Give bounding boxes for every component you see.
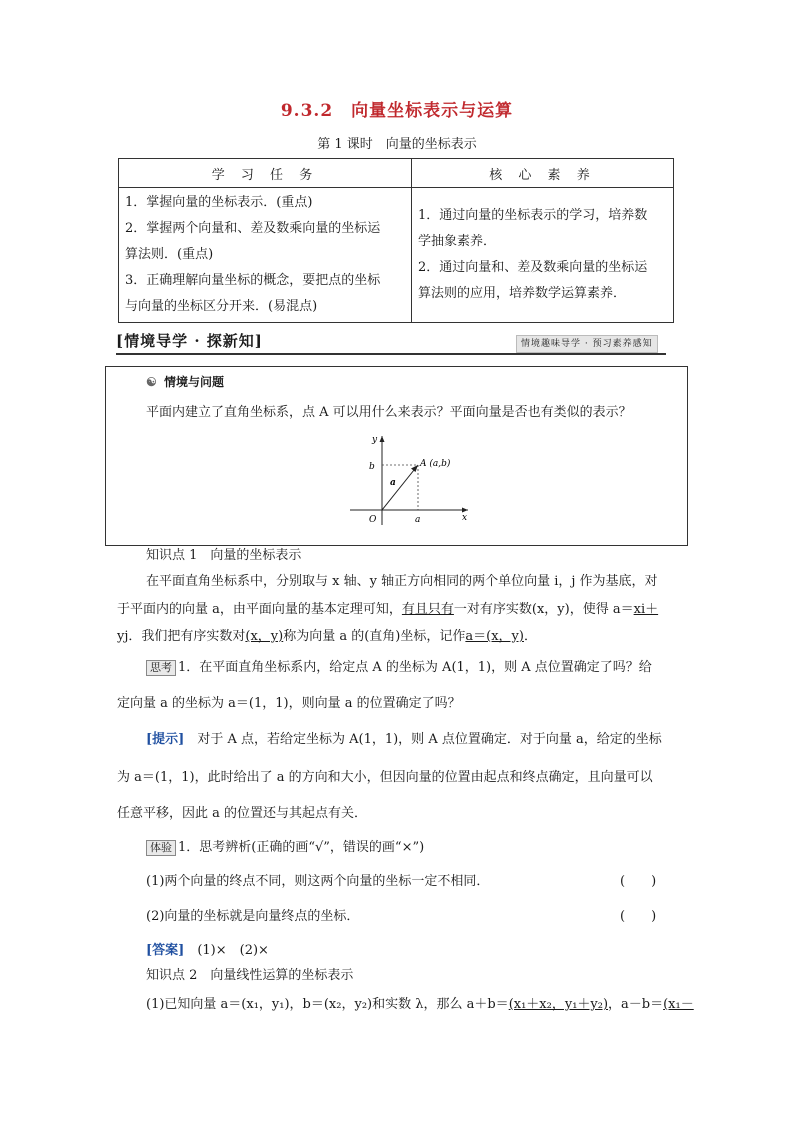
point-label: A (a,b): [420, 459, 451, 469]
answer-tag: [答案]: [146, 943, 185, 958]
think-line1: [146, 656, 652, 680]
scene-question: 平面内建立了直角坐标系，点 A 可以用什么来表示？平面向量是否也有类似的表示？: [146, 405, 632, 420]
underlined-run: (x₁－: [663, 997, 694, 1012]
text-run: (1)× (2)×: [197, 943, 269, 958]
knowledge2-line1: [146, 993, 694, 1017]
experience-item2-blank: ( ): [620, 909, 657, 924]
scene-label-text: 情境与问题: [164, 375, 225, 389]
section-divider: [116, 353, 666, 355]
knowledge1-line1: 在平面直角坐标系中，分别取与 x 轴、y 轴正方向相同的两个单位向量 i，j 作为基底，对: [146, 574, 658, 589]
underlined-run: yj: [117, 629, 129, 644]
text-run: 称为向量 a 的(直角)坐标，记作: [283, 629, 466, 644]
text-run: ，a－b＝: [608, 997, 664, 1012]
lesson-subtitle: 第 1 课时 向量的坐标表示: [317, 137, 477, 152]
knowledge2-title: 知识点 2 向量线性运算的坐标表示: [146, 968, 354, 983]
answer-line: [146, 939, 269, 963]
experience-tag: 体验: [146, 840, 176, 856]
think-line2: 定向量 a 的坐标为 a＝(1，1)，则向量 a 的位置确定了吗？: [117, 696, 461, 711]
col-header-tasks: 学 习 任 务: [119, 159, 412, 188]
text-run: 1．在平面直角坐标系内，给定点 A 的坐标为 A(1，1)，则 A 点位置确定了吗？给: [178, 660, 652, 675]
task-line: 与向量的坐标区分开来．(易混点): [125, 299, 318, 314]
text-run: (1)已知向量 a＝(x₁，y₁)，b＝(x₂，y₂)和实数 λ，那么 a＋b＝: [146, 997, 509, 1012]
hint-line2: 为 a＝(1，1)，此时给出了 a 的方向和大小，但因向量的位置由起点和终点确定，且向量可以: [117, 770, 653, 785]
underlined-run: xi＋: [633, 602, 659, 617]
text-run: 一对有序实数(x，y)，使得 a＝: [453, 602, 634, 617]
hint-tag: [提示]: [146, 732, 185, 747]
text-run: ．我们把有序实数对: [128, 629, 246, 644]
y-axis-label: y: [372, 435, 378, 445]
hint-line3: 任意平移，因此 a 的位置还与其起点有关．: [117, 806, 368, 821]
col-header-literacy: 核 心 素 养: [412, 159, 674, 188]
experience-line1: [146, 836, 424, 860]
section-heading: [情境导学 · 探新知]: [116, 332, 263, 350]
learning-tasks-cell: [119, 188, 412, 323]
origin-label: O: [369, 515, 377, 525]
underlined-run: 有且只有: [401, 602, 454, 617]
task-line: 算法则．(重点): [125, 247, 214, 262]
y-mark-label: b: [369, 462, 375, 472]
task-line: 2．掌握两个向量和、差及数乘向量的坐标运: [125, 221, 381, 236]
vector-a: [382, 465, 418, 510]
core-literacy-cell: [412, 188, 674, 323]
literacy-line: 算法则的应用，培养数学运算素养．: [418, 286, 627, 301]
literacy-line: 1．通过向量的坐标表示的学习，培养数: [418, 208, 648, 223]
hint-line1: [146, 728, 662, 752]
section-tag: 情境趣味导学 · 预习素养感知: [516, 335, 658, 353]
y-axis-arrow: [380, 436, 385, 442]
experience-item2: (2)向量的坐标就是向量终点的坐标．: [146, 909, 360, 924]
x-axis-arrow: [462, 508, 468, 513]
text-run: 1．思考辨析(正确的画“√”，错误的画“×”): [178, 840, 425, 855]
knowledge1-title: 知识点 1 向量的坐标表示: [146, 548, 302, 563]
vector-arrowhead: [411, 465, 418, 472]
literacy-line: 学抽象素养．: [418, 234, 497, 249]
x-mark-label: a: [415, 515, 421, 525]
literacy-line: 2．通过向量和、差及数乘向量的坐标运: [418, 260, 648, 275]
x-axis-label: x: [462, 513, 468, 523]
task-line: 1．掌握向量的坐标表示．(重点): [125, 195, 313, 210]
text-run: ．: [523, 629, 537, 644]
knowledge1-line2: [117, 598, 658, 622]
think-tag: 思考: [146, 660, 176, 676]
tasks-table: [118, 158, 674, 323]
underlined-run: (x，y): [245, 629, 284, 644]
text-run: 于平面内的向量 a，由平面向量的基本定理可知，: [117, 602, 402, 617]
underlined-run: a＝(x，y): [465, 629, 524, 644]
experience-item1-blank: ( ): [620, 874, 657, 889]
scene-icon: ☯: [146, 375, 157, 389]
experience-item1: (1)两个向量的终点不同，则这两个向量的坐标一定不相同．: [146, 874, 490, 889]
vector-label: a: [390, 478, 396, 488]
text-run: 对于 A 点，若给定坐标为 A(1，1)，则 A 点位置确定．对于向量 a，给定的坐标: [197, 732, 662, 747]
knowledge1-line3: [117, 625, 537, 649]
scene-label: [146, 373, 224, 390]
task-line: 3．正确理解向量坐标的概念，要把点的坐标: [125, 273, 381, 288]
page-title: 9.3.2 向量坐标表示与运算: [280, 101, 514, 121]
underlined-run: (x₁＋x₂，y₁＋y₂): [508, 997, 609, 1012]
coordinate-figure: [340, 430, 480, 530]
